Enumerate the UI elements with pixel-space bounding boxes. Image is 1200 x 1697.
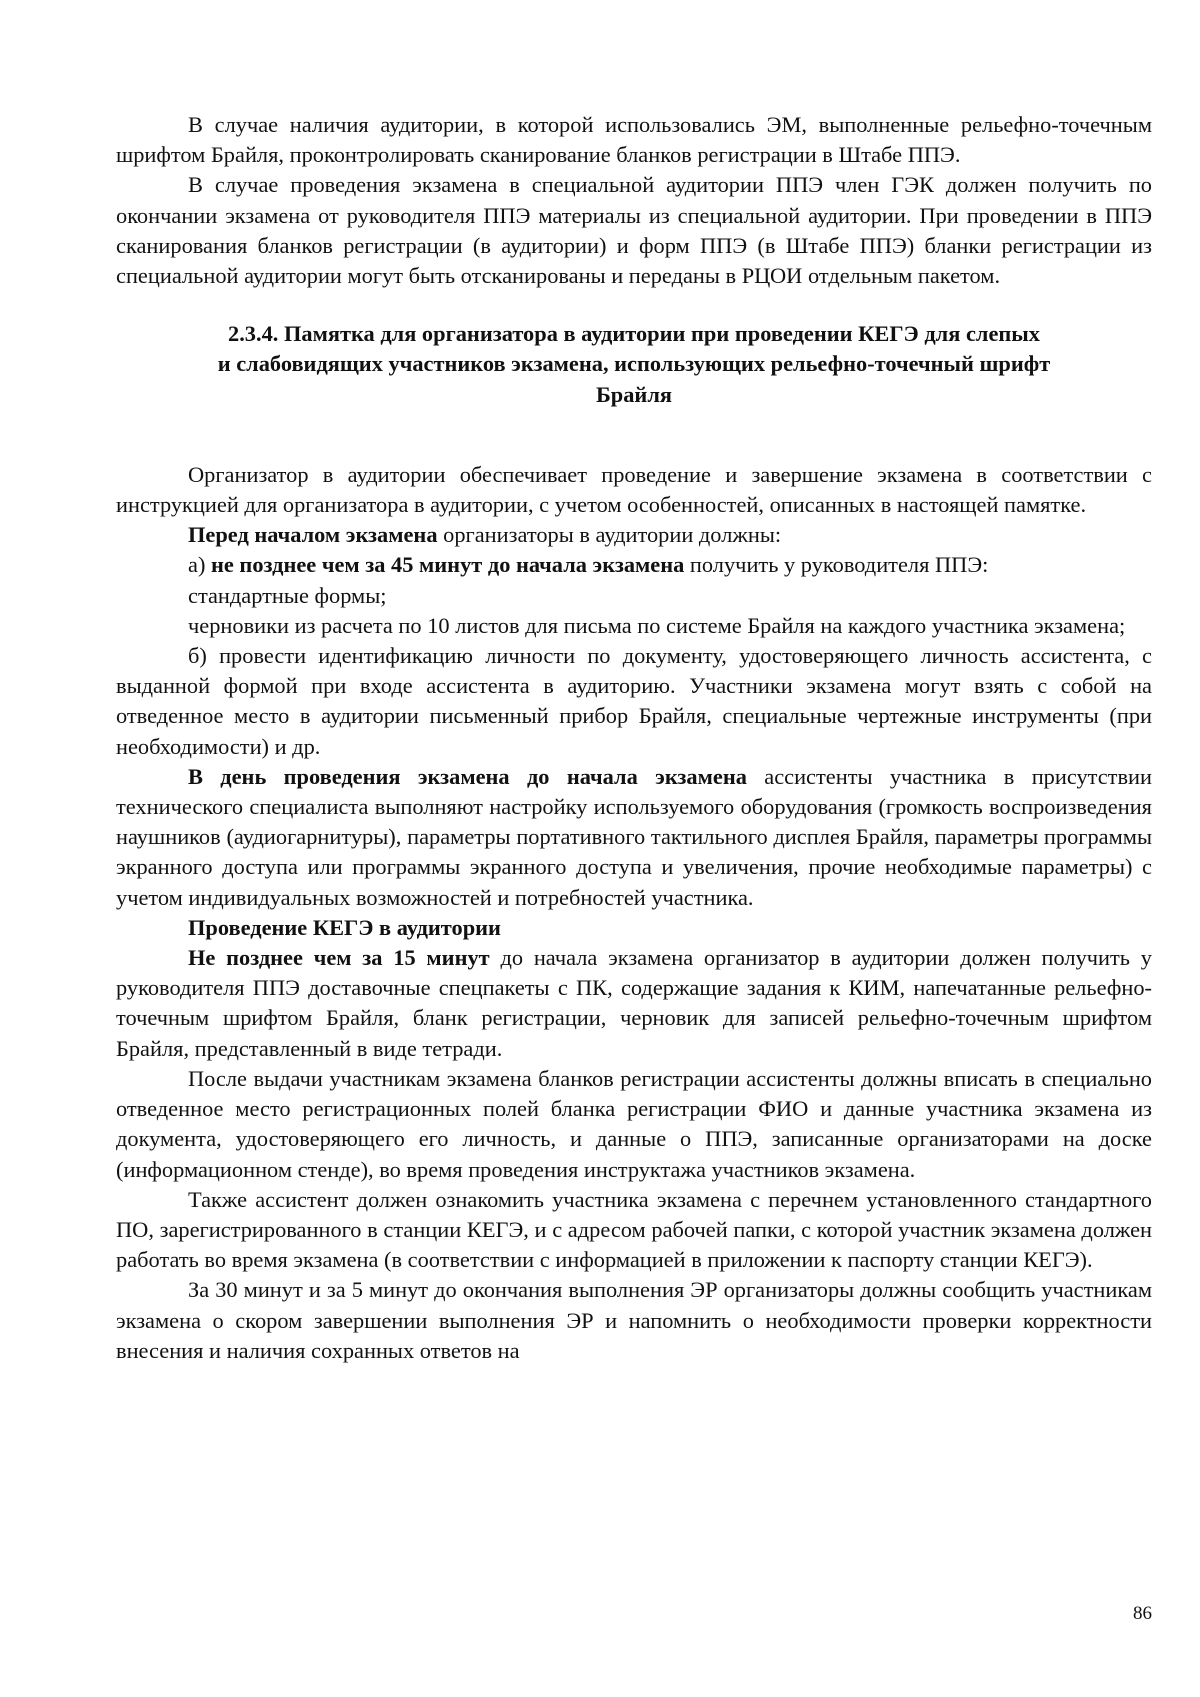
bold-phrase: Перед началом экзамена [188,522,438,548]
page-number: 86 [1133,1603,1152,1624]
paragraph-drafts: черновики из расчета по 10 листов для письма по системе Брайля на каждого участника экзамена; [188,612,1126,638]
paragraph-before-exam: Перед началом экзамена организаторы в аудитории должны: [188,522,782,548]
paragraph-item-a: а) не позднее чем за 45 минут до начала экзамена получить у руководителя ППЭ: [188,552,989,578]
paragraph-scan-check: В случае наличия аудитории, в которой использовались ЭМ, выполненные рельефно-точечным шрифтом Брайля, проконтролировать сканирование бланков регистрации в Штабе ППЭ. [116,112,1152,168]
document-page [116,110,1152,1366]
bold-phrase: В день проведения экзамена до начала экзамена [188,763,747,789]
paragraph-item-b: б) провести идентификацию личности по документу, удостоверяющего личность ассистента, с выданной формой при входе ассистента в аудиторию. Участники экзамена могут взять с собой на отведенное место в аудитории письменный прибор Брайля, специальные чертежные инструменты (при необходимости) и др. [116,643,1152,759]
section-heading-line-3: Брайля [595,381,673,407]
paragraph-special-room: В случае проведения экзамена в специальной аудитории ППЭ член ГЭК должен получить по окончании экзамена от руководителя ППЭ материалы из специальной аудитории. При проведении в ППЭ сканирования бланков регистрации (в аудитории) и форм ППЭ (в Штабе ППЭ) бланки регистрации из специальной аудитории могут быть отсканированы и переданы в РЦОИ отдельным пакетом. [116,172,1152,289]
paragraph-registration-forms: После выдачи участникам экзамена бланков регистрации ассистенты должны вписать в специально отведенное место регистрационных полей бланка регистрации ФИО и данные участника экзамена из документа, удостоверяющего его личность, и данные о ППЭ, записанные организаторами на доске (информационном стенде), во время проведения инструктажа участников экзамена. [116,1065,1152,1182]
paragraph-organizer-duties: Организатор в аудитории обеспечивает проведение и завершение экзамена в соответствии с инструкцией для организатора в аудитории, с учетом особенностей, описанных в настоящей памятке. [116,461,1152,518]
paragraph-conducting-heading [116,913,1152,943]
paragraph-time-warning: За 30 минут и за 5 минут до окончания выполнения ЭР организаторы должны сообщить участникам экзамена о скором завершении выполнения ЭР и напомнить о необходимости проверки корректности внесения и наличия сохранных ответов на [116,1277,1152,1363]
paragraph-exam-day: В день проведения экзамена до начала экзамена ассистенты участника в присутствии технического специалиста выполняют настройку используемого оборудования (громкость воспроизведения наушников (аудиогарнитуры), параметры портативного тактильного дисплея Брайля, параметры программы экранного доступа или программы экранного доступа и увеличения, прочие необходимые параметры) с учетом индивидуальных возможностей и потребностей участника. [116,763,1153,910]
section-heading [116,319,1152,410]
paragraph-standard-forms: стандартные формы; [188,582,387,608]
paragraph-15-minutes: Не позднее чем за 15 минут до начала экзамена организатор в аудитории должен получить у руководителя ППЭ доставочные спецпакеты с ПК, содержащие задания к КИМ, напечатанные рельефно-точечным шрифтом Брайля, бланк регистрации, черновик для записей рельефно-точечным шрифтом Брайля, представленный в виде тетради. [116,945,1152,1061]
section-heading-line-1: 2.3.4. Памятка для организатора в аудитории при проведении КЕГЭ для слепых [228,321,1040,347]
paragraph-software-list: Также ассистент должен ознакомить участника экзамена с перечнем установленного стандартного ПО, зарегистрированного в станции КЕГЭ, и с адресом рабочей папки, с которой участник экзамена должен работать во время экзамена (в соответствии с информацией в приложении к паспорту станции КЕГЭ). [116,1186,1152,1273]
bold-phrase: Проведение КЕГЭ в аудитории [188,914,501,940]
section-heading-line-2: и слабовидящих участников экзамена, использующих рельефно-точечный шрифт [217,351,1051,377]
bold-phrase: не позднее чем за 45 минут до начала экзамена [211,552,685,578]
bold-phrase: Не позднее чем за 15 минут [188,945,490,971]
